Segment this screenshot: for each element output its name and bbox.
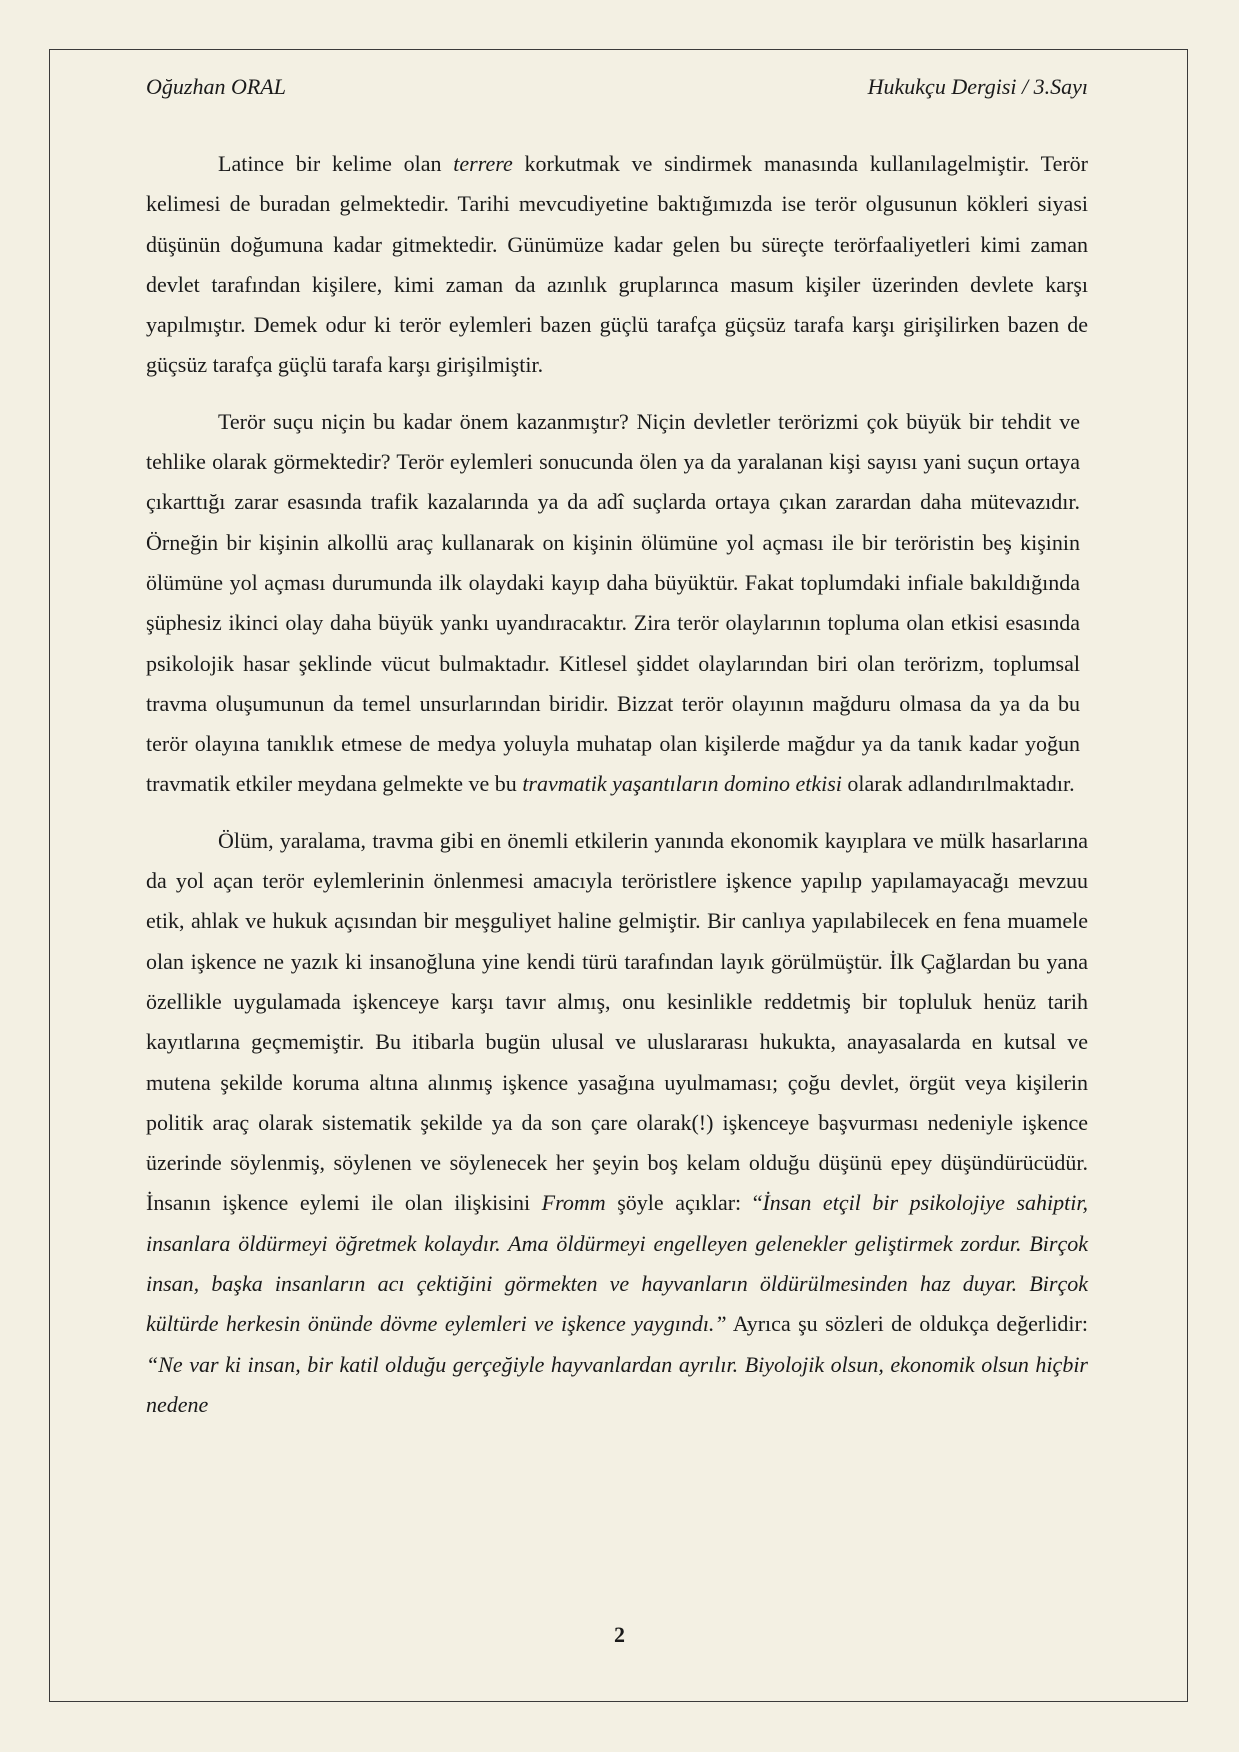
header-author: Oğuzhan ORAL	[146, 74, 286, 99]
page-number: 2	[614, 1622, 625, 1647]
italic-run: terrere	[453, 151, 513, 176]
running-header	[146, 74, 1088, 104]
italic-run: Fromm	[541, 1190, 606, 1216]
header-journal: Hukukçu Dergisi / 3.Sayı	[867, 74, 1088, 99]
italic-quote: İnsan etçil bir psikolojiye sahiptir, insanlara öldürmeyi öğretmek kolaydır. Ama öldürmeyi engelleyen gelenekler geliştirmek zordur. Birçok insan, başka insanların acı çektiğini görmekten ve hayvanların öldürülmesinden haz duyar. Birçok kültürde herkesin önünde dövme eylemleri ve işkence yaygındı.”	[146, 1190, 1088, 1337]
italic-quote: “Ne var ki insan, bir katil olduğu gerçeğiyle hayvanlardan ayrılır. Biyolojik olsun, ekonomik olsun hiçbir nedene	[146, 1351, 1088, 1417]
text-run: Ölüm, yaralama, travma gibi en önemli etkilerin yanında ekonomik kayıplara ve mülk hasarlarına da yol açan terör eylemlerinin önlenmesi amacıyla teröristlere işkence yapılıp yapılamayacağı mevzuu etik, ahlak ve hukuk açısından bir meşguliyet haline gelmiştir. Bir canlıya yapılabilecek en fena muamele olan işkence ne yazık ki insanoğluna yine kendi türü tarafından layık görülmüştür. İlk Çağlardan bu yana özellikle uygulamada işkenceye karşı tavır almış, onu kesinlikle reddetmiş bir topluluk henüz tarih kayıtlarına geçmemiştir. Bu itibarla bugün ulusal ve uluslararası hukukta, anayasalarda en kutsal ve mutena şekilde koruma altına alınmış işkence yasağına uyulmaması; çoğu devlet, örgüt veya kişilerin politik araç olarak sistematik şekilde ya da son çare olarak(!) işkenceye başvurması nedeniyle işkence üzerinde söylenmiş, söylenen ve söylenecek her şeyin boş kelam olduğu düşünü epey düşündürücüdür. İnsanın işkence eylemi ile olan ilişkisini	[146, 827, 1088, 1216]
text-run: Terör suçu niçin bu kadar önem kazanmıştır? Niçin devletler terörizmi çok büyük bir tehdit ve tehlike olarak görmektedir? Terör eylemleri sonucunda ölen ya da yaralanan kişi sayısı yani suçun ortaya çıkarttığı zarar esasında trafik kazalarında ya da adî suçlarda ortaya çıkan zarardan daha mütevazıdır. Örneğin bir kişinin alkollü araç kullanarak on kişinin ölümüne yol açması ile bir teröristin beş kişinin ölümüne yol açması durumunda ilk olaydaki kayıp daha büyüktür. Fakat toplumdaki infiale bakıldığında şüphesiz ikinci olay daha büyük yankı uyandıracaktır. Zira terör olaylarının topluma olan etkisi esasında psikolojik hasar şeklinde vücut bulmaktadır. Kitlesel şiddet olaylarından biri olan terörizm, toplumsal travma oluşumunun da temel unsurlarından biridir. Bizzat terör olayının mağduru olmasa da ya da bu terör olayına tanıklık etmese de medya yoluyla muhatap olan kişilerde mağdur ya da tanık kadar yoğun travmatik etkiler meydana gelmekte ve bu	[146, 408, 1080, 797]
text-run: Ayrıca şu sözleri de oldukça değerlidir:	[726, 1311, 1088, 1337]
italic-run: travmatik yaşantıların domino etkisi	[522, 771, 842, 797]
article-body	[146, 144, 1088, 1441]
text-run: şöyle açıklar: “	[605, 1190, 763, 1216]
paragraph-torture	[146, 821, 1088, 1425]
text-run: korkutmak ve sindirmek manasında kullanılagelmiştir. Terör kelimesi de buradan gelmektedir. Tarihi mevcudiyetine baktığımızda ise terör olgusunun kökleri siyasi düşünün doğumuna kadar gitmektedir. Günümüze kadar gelen bu süreçte terörfaaliyetleri kimi zaman devlet tarafından kişilere, kimi zaman da azınlık gruplarınca masum kişiler üzerinden devlete karşı yapılmıştır. Demek odur ki terör eylemleri bazen güçlü tarafça güçsüz tarafa karşı girişilirken bazen de güçsüz tarafça güçlü tarafa karşı girişilmiştir.	[146, 151, 1088, 378]
text-run: Latince bir kelime olan	[218, 151, 454, 176]
text-run: olarak adlandırılmaktadır.	[841, 771, 1075, 797]
paragraph-importance	[146, 402, 1080, 805]
paragraph-etymology	[146, 144, 1088, 386]
